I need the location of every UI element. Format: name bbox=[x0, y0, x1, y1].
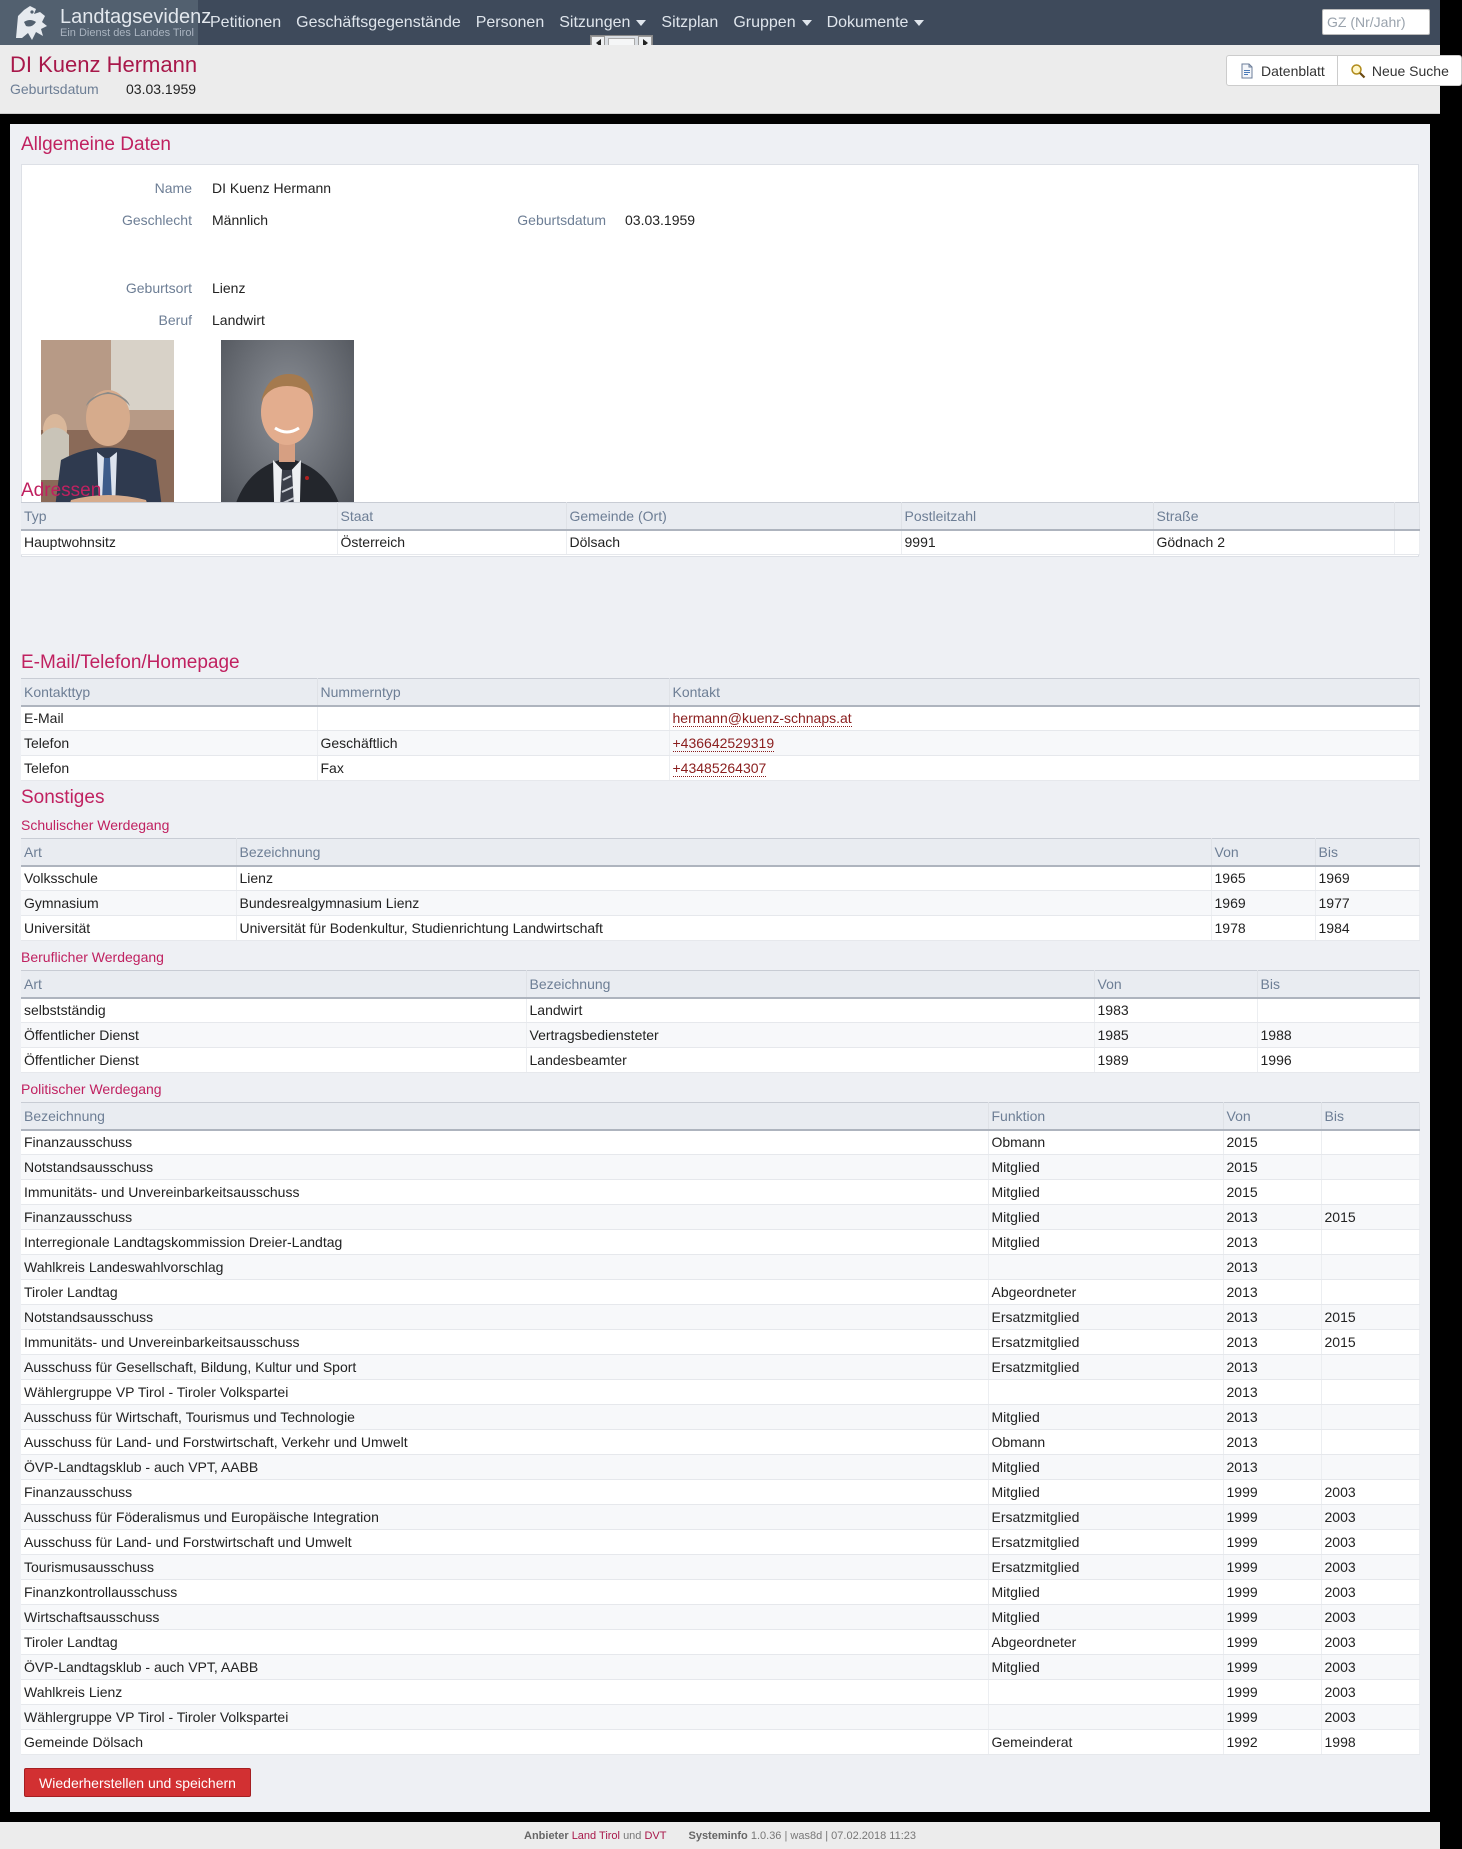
table-row[interactable]: Tiroler Landtag Abgeordneter 2013 bbox=[21, 1280, 1419, 1305]
document-icon bbox=[1239, 63, 1255, 79]
app-title: Landtagsevidenz bbox=[60, 5, 212, 28]
table-row[interactable]: ÖVP-Landtagsklub - auch VPT, AABB Mitglied 1999 2003 bbox=[21, 1655, 1419, 1680]
table-row[interactable]: Ausschuss für Wirtschaft, Tourismus und Technologie Mitglied 2013 bbox=[21, 1405, 1419, 1430]
table-row[interactable]: Interregionale Landtagskommission Dreier-Landtag Mitglied 2013 bbox=[21, 1230, 1419, 1255]
table-row[interactable]: Öffentlicher Dienst Vertragsbediensteter 1985 1988 bbox=[21, 1023, 1419, 1048]
column-header[interactable]: Straße bbox=[1153, 503, 1394, 530]
table-row[interactable]: Telefon Geschäftlich +436642529319 bbox=[21, 731, 1419, 756]
table-row[interactable]: Öffentlicher Dienst Landesbeamter 1989 1996 bbox=[21, 1048, 1419, 1073]
section-title-addresses: Adressen bbox=[21, 480, 102, 501]
table-row[interactable]: Ausschuss für Land- und Forstwirtschaft, Verkehr und Umwelt Obmann 2013 bbox=[21, 1430, 1419, 1455]
tyrol-eagle-logo-icon bbox=[10, 2, 52, 44]
search-magnifier-icon bbox=[1350, 63, 1366, 79]
column-header[interactable]: Typ bbox=[21, 503, 337, 530]
nav-geschaeftsgegenstaende[interactable]: Geschäftsgegenstände bbox=[296, 13, 461, 31]
table-row[interactable]: Finanzausschuss Mitglied 1999 2003 bbox=[21, 1480, 1419, 1505]
name-label: Name bbox=[154, 180, 192, 196]
section-title-misc: Sonstiges bbox=[21, 787, 105, 808]
name-value: DI Kuenz Hermann bbox=[212, 180, 332, 196]
column-header[interactable]: Bezeichnung bbox=[21, 1103, 988, 1130]
new-search-button[interactable]: Neue Suche bbox=[1337, 56, 1461, 85]
column-header[interactable]: Kontakt bbox=[669, 679, 1419, 706]
column-header[interactable]: Kontakttyp bbox=[21, 679, 317, 706]
table-row[interactable]: Wählergruppe VP Tirol - Tiroler Volkspartei 1999 2003 bbox=[21, 1705, 1419, 1730]
political-table bbox=[21, 1102, 1420, 1755]
career-table bbox=[21, 970, 1420, 1073]
provider-link-land-tirol[interactable]: Land Tirol bbox=[571, 1829, 620, 1842]
column-header[interactable]: Funktion bbox=[988, 1103, 1223, 1130]
table-row[interactable]: selbstständig Landwirt 1983 bbox=[21, 998, 1419, 1023]
brand[interactable] bbox=[0, 0, 212, 45]
provider-label: Anbieter bbox=[524, 1829, 569, 1842]
column-header[interactable]: Von bbox=[1211, 839, 1315, 866]
gender-label: Geschlecht bbox=[121, 212, 192, 228]
page-title: DI Kuenz Hermann bbox=[10, 52, 198, 77]
table-row[interactable]: Notstandsausschuss Ersatzmitglied 2013 2015 bbox=[21, 1305, 1419, 1330]
top-navbar bbox=[0, 0, 1440, 45]
school-table bbox=[21, 838, 1420, 941]
phone-link[interactable]: +436642529319 bbox=[672, 735, 775, 751]
table-row[interactable]: Wählergruppe VP Tirol - Tiroler Volkspartei 2013 bbox=[21, 1380, 1419, 1405]
footer: Anbieter Land Tirol und DVT Systeminfo 1.0.36 | was8d | 07.02.2018 11:23 bbox=[0, 1822, 1440, 1849]
table-row[interactable]: Notstandsausschuss Mitglied 2015 bbox=[21, 1155, 1419, 1180]
datasheet-button[interactable]: Datenblatt bbox=[1227, 56, 1337, 85]
sysinfo-label: Systeminfo bbox=[688, 1829, 748, 1842]
column-header[interactable]: Art bbox=[21, 839, 236, 866]
birthplace-label: Geburtsort bbox=[125, 280, 192, 296]
subsection-title-career: Beruflicher Werdegang bbox=[21, 949, 164, 965]
job-value: Landwirt bbox=[212, 312, 265, 328]
header-actions bbox=[1226, 55, 1462, 86]
table-row[interactable]: Gymnasium Bundesrealgymnasium Lienz 1969 1977 bbox=[21, 891, 1419, 916]
restore-and-save-button[interactable]: Wiederherstellen und speichern bbox=[24, 1768, 251, 1797]
app-subtitle: Ein Dienst des Landes Tirol bbox=[60, 26, 194, 39]
subsection-title-political: Politischer Werdegang bbox=[21, 1081, 162, 1097]
caret-down-icon bbox=[636, 20, 646, 26]
column-header[interactable]: Bezeichnung bbox=[236, 839, 1211, 866]
email-link[interactable]: hermann@kuenz-schnaps.at bbox=[672, 710, 852, 727]
table-row[interactable]: Ausschuss für Land- und Forstwirtschaft und Umwelt Ersatzmitglied 1999 2003 bbox=[21, 1530, 1419, 1555]
table-row[interactable]: Finanzkontrollausschuss Mitglied 1999 2003 bbox=[21, 1580, 1419, 1605]
table-row[interactable]: ÖVP-Landtagsklub - auch VPT, AABB Mitglied 2013 bbox=[21, 1455, 1419, 1480]
birthplace-value: Lienz bbox=[212, 280, 246, 296]
table-row[interactable]: Hauptwohnsitz Österreich Dölsach 9991 Gödnach 2 bbox=[21, 530, 1419, 555]
nav-gruppen-dropdown[interactable]: Gruppen bbox=[733, 14, 811, 32]
table-row[interactable]: Ausschuss für Föderalismus und Europäische Integration Ersatzmitglied 1999 2003 bbox=[21, 1505, 1419, 1530]
column-header[interactable]: Staat bbox=[337, 503, 566, 530]
section-title-contacts: E-Mail/Telefon/Homepage bbox=[21, 652, 240, 673]
nav-dokumente-dropdown[interactable]: Dokumente bbox=[827, 14, 925, 32]
nav-sitzungen-dropdown[interactable]: Sitzungen bbox=[559, 14, 646, 32]
general-birthdate-label: Geburtsdatum bbox=[517, 212, 606, 228]
subsection-title-school: Schulischer Werdegang bbox=[21, 817, 170, 833]
column-header[interactable]: Bis bbox=[1321, 1103, 1419, 1130]
table-row[interactable]: Wirtschaftsausschuss Mitglied 1999 2003 bbox=[21, 1605, 1419, 1630]
header-birthdate bbox=[10, 81, 196, 97]
birthdate-label: Geburtsdatum bbox=[10, 81, 99, 97]
table-row[interactable]: Finanzausschuss Mitglied 2013 2015 bbox=[21, 1205, 1419, 1230]
column-header-empty bbox=[1394, 503, 1419, 530]
person-detail-card bbox=[10, 124, 1430, 1812]
fax-link[interactable]: +43485264307 bbox=[672, 760, 767, 776]
addresses-table bbox=[21, 502, 1420, 555]
birthdate-value: 03.03.1959 bbox=[126, 81, 197, 97]
table-row[interactable]: Ausschuss für Gesellschaft, Bildung, Kultur und Sport Ersatzmitglied 2013 bbox=[21, 1355, 1419, 1380]
column-header[interactable]: Bezeichnung bbox=[526, 971, 1094, 998]
section-title-general: Allgemeine Daten bbox=[21, 134, 171, 155]
general-birthdate-value: 03.03.1959 bbox=[625, 212, 696, 228]
table-row[interactable]: Wahlkreis Lienz 1999 2003 bbox=[21, 1680, 1419, 1705]
table-row[interactable]: Tiroler Landtag Abgeordneter 1999 2003 bbox=[21, 1630, 1419, 1655]
nav-petitionen[interactable]: Petitionen bbox=[210, 13, 282, 31]
column-header[interactable]: Von bbox=[1223, 1103, 1321, 1130]
table-row[interactable]: Tourismusausschuss Ersatzmitglied 1999 2003 bbox=[21, 1555, 1419, 1580]
table-row[interactable]: Universität Universität für Bodenkultur, Studienrichtung Landwirtschaft 1978 1984 bbox=[21, 916, 1419, 941]
job-label: Beruf bbox=[158, 312, 192, 328]
main-nav bbox=[210, 0, 939, 45]
provider-link-dvt[interactable]: DVT bbox=[644, 1829, 667, 1842]
caret-down-icon bbox=[802, 20, 812, 26]
table-row[interactable]: Finanzausschuss Obmann 2015 bbox=[21, 1130, 1419, 1155]
table-row[interactable]: Volksschule Lienz 1965 1969 bbox=[21, 866, 1419, 891]
table-row[interactable]: E-Mail hermann@kuenz-schnaps.at bbox=[21, 706, 1419, 731]
contacts-table bbox=[21, 678, 1420, 781]
table-row[interactable]: Gemeinde Dölsach Gemeinderat 1992 1998 bbox=[21, 1730, 1419, 1755]
column-header[interactable]: Nummerntyp bbox=[317, 679, 669, 706]
person-header bbox=[0, 45, 1449, 114]
table-row[interactable]: Immunitäts- und Unvereinbarkeitsausschuss Ersatzmitglied 2013 2015 bbox=[21, 1330, 1419, 1355]
caret-down-icon bbox=[914, 20, 924, 26]
column-header[interactable]: Gemeinde (Ort) bbox=[566, 503, 901, 530]
nav-sitzplan[interactable]: Sitzplan bbox=[661, 13, 719, 31]
column-header[interactable]: Von bbox=[1094, 971, 1257, 998]
column-header[interactable]: Bis bbox=[1315, 839, 1419, 866]
table-row[interactable]: Immunitäts- und Unvereinbarkeitsausschuss Mitglied 2015 bbox=[21, 1180, 1419, 1205]
table-row[interactable]: Wahlkreis Landeswahlvorschlag 2013 bbox=[21, 1255, 1419, 1280]
nav-personen[interactable]: Personen bbox=[475, 13, 545, 31]
sysinfo-value: 1.0.36 | was8d | 07.02.2018 11:23 bbox=[750, 1829, 916, 1842]
column-header[interactable]: Art bbox=[21, 971, 526, 998]
column-header[interactable]: Postleitzahl bbox=[901, 503, 1153, 530]
gender-value: Männlich bbox=[212, 212, 269, 228]
column-header[interactable]: Bis bbox=[1257, 971, 1419, 998]
general-data-box bbox=[21, 164, 1419, 557]
gz-search-input[interactable] bbox=[1322, 9, 1430, 35]
table-row[interactable]: Telefon Fax +43485264307 bbox=[21, 756, 1419, 781]
